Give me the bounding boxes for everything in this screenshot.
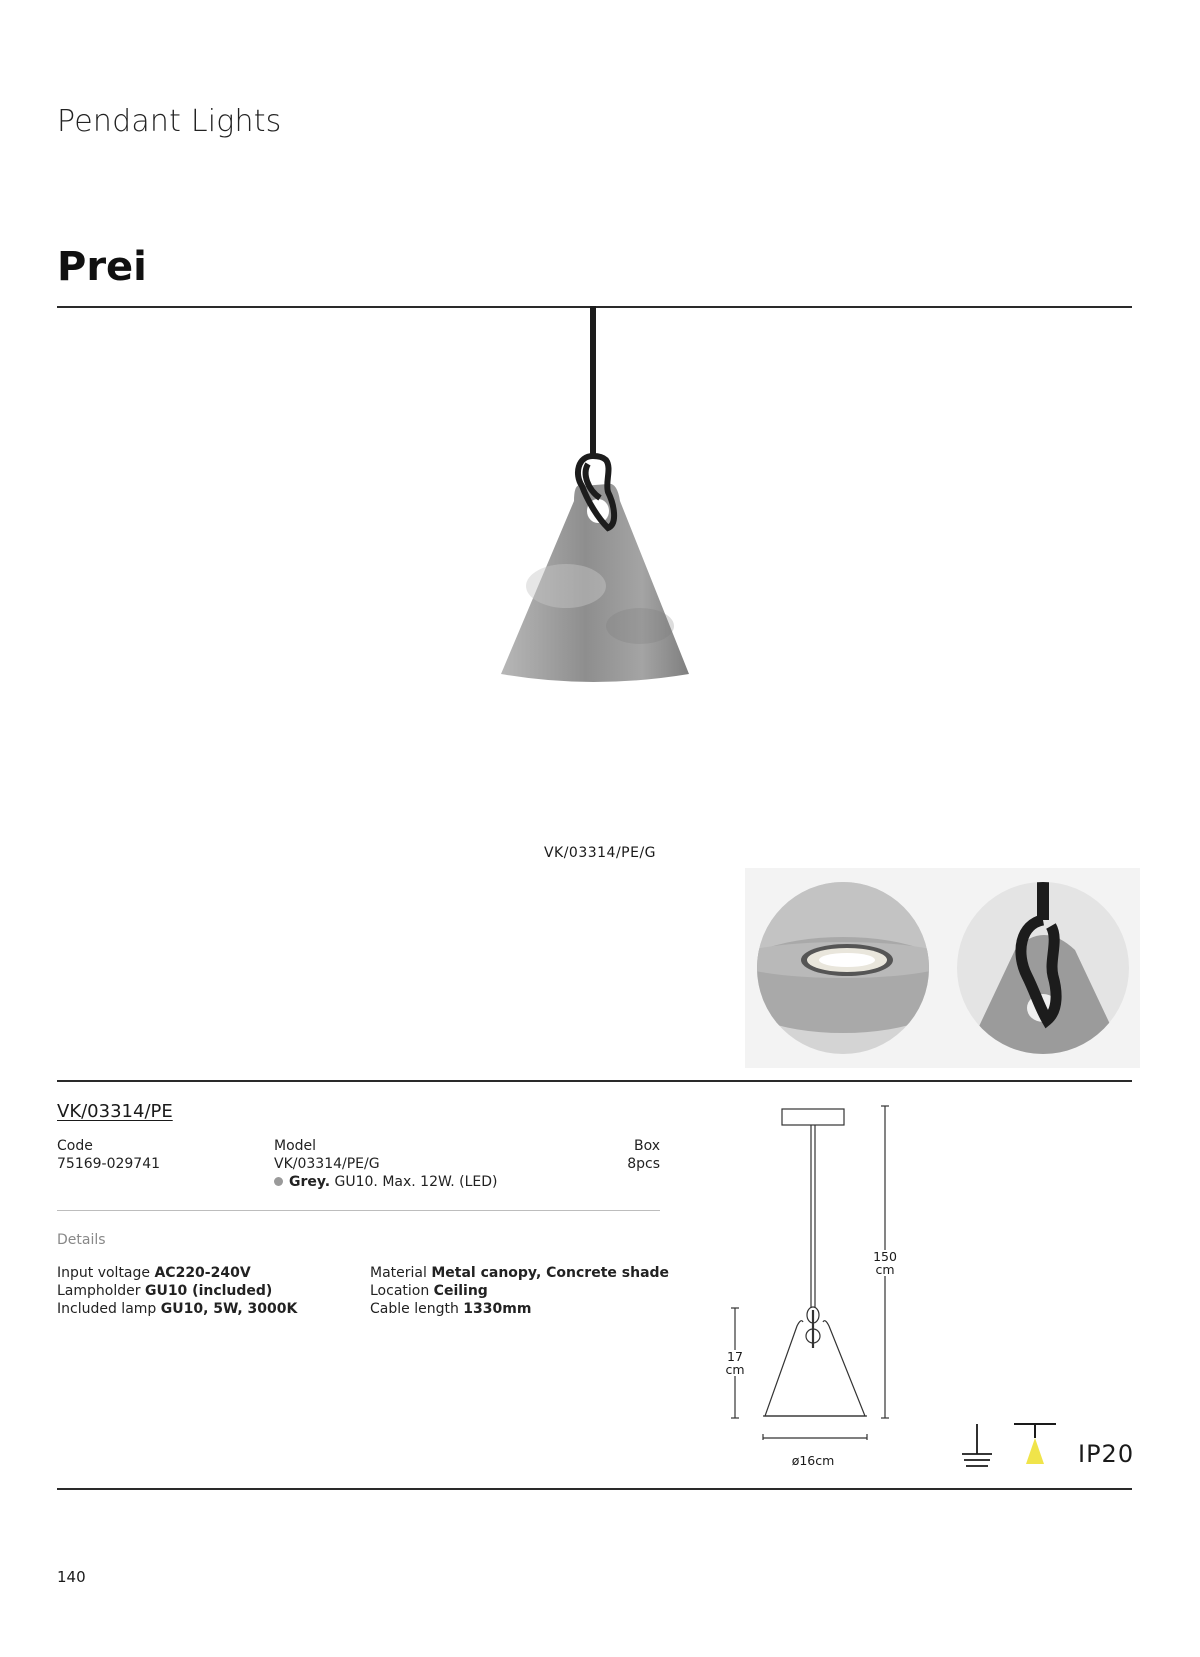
spec-location: Location Ceiling [370,1283,488,1299]
box-label: Box [633,1138,660,1154]
spec-material: Material Metal canopy, Concrete shade [370,1265,670,1281]
variant-line [274,1174,497,1190]
spec-divider-bottom [57,1488,1132,1490]
diameter-label: ø16cm [791,1453,835,1468]
ip-rating: IP20 [1078,1440,1135,1468]
section-title: Pendant Lights [57,104,282,139]
spec-lampholder: Lampholder GU10 (included) [57,1283,273,1299]
code-label: Code [57,1138,93,1154]
box-value: 8pcs [627,1156,660,1172]
shade-height-label: 17 cm [720,1350,750,1376]
detail-photo-cable-loop [955,880,1131,1056]
spec-inner-divider [57,1210,660,1211]
total-height-label: 150 cm [870,1250,900,1276]
code-value: 75169-029741 [57,1156,161,1172]
detail-photo-lamp-underside [755,880,931,1056]
main-product-photo [470,306,720,696]
spec-divider-top [57,1080,1132,1082]
variant-color: Grey. [289,1174,331,1190]
product-name: Prei [57,244,147,290]
spec-block-title: VK/03314/PE [57,1101,173,1122]
main-photo-caption: VK/03314/PE/G [543,845,657,861]
downlight-beam-icon [1012,1420,1058,1466]
variant-desc: GU10. Max. 12W. (LED) [334,1174,498,1190]
details-left-column [57,1264,297,1318]
page-number: 140 [57,1568,86,1586]
color-swatch-grey [274,1177,283,1186]
details-right-column [370,1264,669,1318]
model-value: VK/03314/PE/G [274,1156,380,1172]
earth-ground-icon [960,1422,994,1468]
spec-included-lamp: Included lamp GU10, 5W, 3000K [57,1301,298,1317]
model-label: Model [274,1138,317,1154]
spec-input-voltage: Input voltage AC220-240V [57,1265,251,1281]
spec-cable-length: Cable length 1330mm [370,1301,532,1317]
details-heading: Details [57,1232,106,1248]
